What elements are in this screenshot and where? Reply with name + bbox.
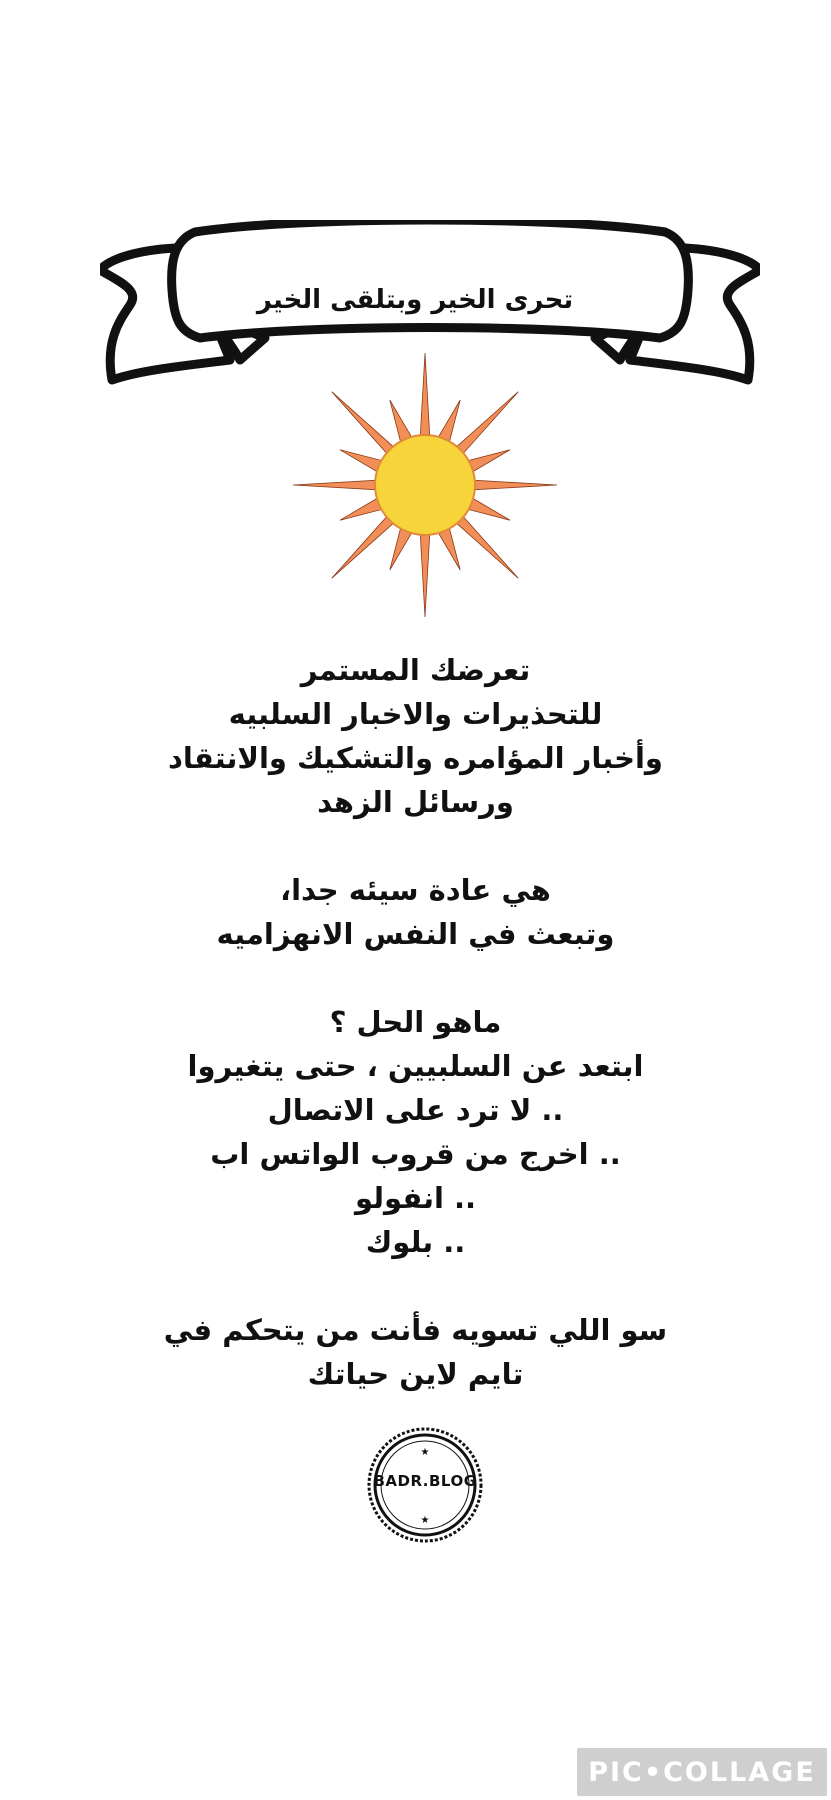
text-line: للتحذيرات والاخبار السلبيه xyxy=(228,697,603,731)
text-line: هي عادة سيئه جدا، xyxy=(280,873,551,907)
sun-ray xyxy=(332,515,395,578)
body-text xyxy=(60,648,771,1396)
text-line: سو اللي تسويه فأنت من يتحكم في xyxy=(163,1313,668,1347)
text-line: ابتعد عن السلبيين ، حتى يتغيروا xyxy=(187,1049,644,1083)
text-line: وأخبار المؤامره والتشكيك والانتقاد xyxy=(168,741,663,775)
text-line: تايم لاين حياتك xyxy=(307,1357,524,1391)
sun-core xyxy=(375,435,475,535)
sun-ray xyxy=(420,353,430,437)
sun-ray xyxy=(473,480,557,490)
paragraph-3 xyxy=(60,1000,771,1264)
text-line: تعرضك المستمر xyxy=(300,653,531,687)
sun-ray xyxy=(420,533,430,617)
paragraph-4 xyxy=(60,1308,771,1396)
paragraph-1 xyxy=(60,648,771,824)
paragraph-2 xyxy=(60,868,771,956)
text-line: .. انفولو xyxy=(354,1181,477,1215)
sun-ray xyxy=(455,515,518,578)
text-line: .. لا ترد على الاتصال xyxy=(267,1093,564,1127)
text-line: وتبعث في النفس الانهزاميه xyxy=(216,917,615,951)
text-line: ورسائل الزهد xyxy=(317,785,514,819)
svg-text:★: ★ xyxy=(420,1515,430,1526)
seal-text: BADR.BLOG xyxy=(373,1472,477,1490)
sun-ray xyxy=(332,392,395,455)
sun-ray xyxy=(455,392,518,455)
text-line: .. اخرج من قروب الواتس اب xyxy=(210,1137,621,1171)
sun-icon xyxy=(285,345,565,625)
banner-title: تحرى الخير وبتلقى الخير xyxy=(256,285,574,315)
sun-ray xyxy=(293,480,377,490)
svg-text:★: ★ xyxy=(420,1447,430,1458)
pic-collage-watermark: PIC•COLLAGE xyxy=(577,1748,827,1796)
text-line: ماهو الحل ؟ xyxy=(329,1005,502,1039)
text-line: .. بلوك xyxy=(365,1225,466,1259)
